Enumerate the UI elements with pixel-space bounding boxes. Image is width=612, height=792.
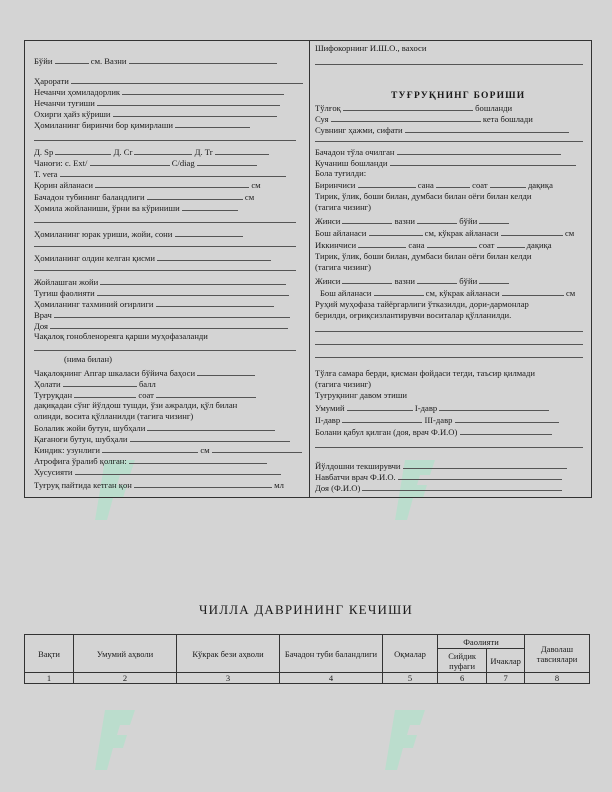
stage-1-field[interactable] — [439, 403, 549, 411]
waters-row — [315, 114, 533, 124]
stage-1-label: I-давр — [414, 403, 438, 413]
score-unit: балл — [138, 379, 156, 389]
last-menses-field[interactable] — [113, 109, 277, 117]
first-minute-field[interactable] — [490, 180, 526, 188]
labor-course-heading: ТУҒРУҚНИНГ БОРИШИ — [391, 91, 526, 101]
underline-hint: (тагига чизинг) — [315, 262, 372, 272]
second-sex-field[interactable] — [342, 276, 392, 284]
location-row — [34, 277, 286, 287]
t-vera-field[interactable] — [60, 169, 286, 177]
height-weight-row — [34, 56, 277, 66]
contractions-label: Тўлғоқ — [315, 103, 341, 113]
pelvis-ext-row — [34, 158, 257, 168]
second-presentation-text: Тирик, ўлик, боши билан, думбаси билан оёғи билан келди — [315, 251, 532, 261]
total-field[interactable] — [347, 403, 413, 411]
midwife-row — [34, 321, 288, 331]
weight-label: см. Вазни — [90, 56, 127, 66]
placenta-time-row — [34, 390, 256, 400]
blank-line[interactable] — [34, 222, 296, 223]
pregnancy-number-row — [34, 87, 284, 97]
hour-label: соат — [472, 180, 488, 190]
apgar-field[interactable] — [197, 368, 255, 376]
last-menses-label: Охирги ҳайз кўриши — [34, 109, 111, 119]
col-number: 6 — [438, 673, 487, 684]
placenta-integrity-field[interactable] — [147, 423, 275, 431]
after-birth-label: Туғруқдан — [34, 390, 73, 400]
cm-unit: см — [564, 228, 575, 238]
first-movement-field[interactable] — [175, 120, 250, 128]
apgar-label: Чақалоқнинг Апгар шкаласи бўйича баҳоси — [34, 368, 196, 378]
full-dilation-label: Бачадон тўла очилган — [315, 147, 395, 157]
sex-label: Жинси — [315, 276, 341, 286]
membranes-field[interactable] — [130, 434, 290, 442]
temperature-row — [34, 76, 303, 86]
chest-circumference-label: см, кўкрак айланаси — [425, 288, 500, 298]
duty-doctor-field[interactable] — [398, 472, 562, 480]
chest-circumference-label: см, кўкрак айланаси — [424, 228, 499, 238]
characteristic-field[interactable] — [75, 467, 281, 475]
blank-line[interactable] — [34, 350, 296, 351]
gonoblenorrhea-row — [34, 332, 208, 341]
membranes-row — [34, 434, 290, 444]
column-divider — [309, 40, 310, 498]
gonoblenorrhea-label: Чақалоқ гонобленореяга қарши муҳофазаланди — [34, 331, 208, 341]
col-general-header: Умумий аҳволи — [74, 635, 177, 673]
second-length-field[interactable] — [479, 276, 509, 284]
sex-label: Жинси — [315, 216, 341, 226]
postpartum-table — [24, 634, 590, 684]
abdominal-circumference-field[interactable] — [95, 180, 249, 188]
postpartum-title: ЧИЛЛА ДАВРИНИНГ КЕЧИШИ — [199, 602, 413, 617]
blank-line[interactable] — [315, 64, 583, 65]
c-ext-label: Чаноғи: с. Ext/ — [34, 158, 88, 168]
midwife-label: Доя — [34, 321, 48, 331]
estimated-weight-row — [34, 299, 274, 309]
waters-label: Суя — [315, 114, 329, 124]
col-number: 3 — [177, 673, 280, 684]
t-vera-label: Т. vera — [34, 169, 58, 179]
col-number: 4 — [280, 673, 383, 684]
characteristic-row — [34, 467, 281, 477]
child-born-label: Бола туғилди: — [315, 168, 367, 178]
waters-field[interactable] — [331, 114, 481, 122]
abdominal-circumference-row — [34, 180, 261, 190]
first-sex-row — [315, 216, 509, 226]
first-sex-field[interactable] — [342, 216, 392, 224]
cord-extra-field[interactable] — [212, 445, 302, 453]
date-label: сана — [417, 180, 434, 190]
temperature-label: Ҳарорати — [34, 76, 69, 86]
c-diag-label: C/diag — [171, 158, 195, 168]
second-head-field[interactable] — [374, 288, 424, 296]
analgesia-text: берилди, оғриқсизлантирувчи воситалар қўлланилди. — [315, 310, 512, 320]
blank-line[interactable] — [315, 331, 583, 332]
first-date-field[interactable] — [358, 180, 416, 188]
col-number: 2 — [74, 673, 177, 684]
location-field[interactable] — [100, 277, 286, 285]
total-label: Умумий — [315, 403, 345, 413]
duty-doctor-row — [315, 472, 562, 482]
second-head-row — [320, 288, 575, 298]
presenting-part-row — [34, 253, 271, 263]
cm-unit: см — [565, 288, 576, 298]
fundal-height-label: Бачадон тубининг баландлиги — [34, 192, 145, 202]
stage-3-field[interactable] — [455, 415, 559, 423]
received-by-field[interactable] — [460, 427, 552, 435]
stage-3-label: III-давр — [424, 415, 453, 425]
blank-line[interactable] — [34, 140, 296, 141]
placenta-delivery-text: дақиқадан сўнг йўлдош тушди, ўзи ажралди, қўл билан — [34, 400, 238, 410]
watermark-logo-icon — [95, 700, 155, 780]
stage-2-field[interactable] — [342, 415, 422, 423]
fetal-heartbeat-label: Ҳомиланинг юрак уриши, жойи, сони — [34, 229, 173, 239]
doctor-field[interactable] — [54, 310, 290, 318]
fetal-position-label: Ҳомила жойланиши, ўрни ва кўриниши — [34, 203, 180, 213]
placenta-examiner-row — [315, 461, 567, 471]
membranes-label: Қағаноғи бутун, шубҳали — [34, 434, 128, 444]
blood-loss-row — [34, 480, 284, 490]
pregnancy-number-label: Нечанчи ҳомиладорлик — [34, 87, 121, 97]
col-treatment-header: Даволаш тавсиялари — [525, 635, 590, 673]
presenting-part-label: Ҳомиланинг олдин келган қисми — [34, 253, 155, 263]
col-time-header: Вақти — [25, 635, 74, 673]
pelvis-d-row — [34, 147, 269, 157]
cord-length-label: Киндик: узунлиги — [34, 445, 101, 455]
temperature-field[interactable] — [71, 76, 303, 84]
cord-length-field[interactable] — [102, 445, 198, 453]
blank-line[interactable] — [34, 270, 296, 271]
condition-label: Ҳолати — [34, 379, 61, 389]
col-bowels-header: Ичаклар — [487, 649, 525, 673]
doctor-name-label: Шифокорнинг И.Ш.О., вахоси — [315, 43, 427, 53]
minutes-field[interactable] — [156, 390, 256, 398]
head-circumference-label: Бош айланаси — [315, 228, 367, 238]
table-row — [25, 673, 590, 684]
started-label: бошланди — [475, 103, 513, 113]
midwife-name-field[interactable] — [362, 483, 562, 491]
pushing-label: Кучаниш бошланди — [315, 158, 388, 168]
labor-duration-label: Туғруқнинг давом этиши — [315, 390, 407, 400]
stage-2-3-row — [315, 415, 559, 425]
first-head-row — [315, 228, 574, 238]
d-tr-label: Д. Tr — [194, 147, 213, 157]
cm-unit: см — [251, 180, 261, 190]
cord-entanglement-label: Атрофига ўралиб қолган: — [34, 456, 127, 466]
d-cr-field[interactable] — [134, 147, 192, 155]
height-label: Бўйи — [34, 56, 53, 66]
cm-unit: см — [200, 445, 210, 455]
condition-field[interactable] — [63, 379, 137, 387]
abdominal-circumference-label: Қорин айланаси — [34, 180, 94, 190]
ml-unit: мл — [274, 480, 284, 490]
midwife-name-label: Доя (Ф.И.О) — [315, 483, 361, 493]
d-cr-label: Д. Cr — [113, 147, 133, 157]
first-child-label: Биринчиси — [315, 180, 356, 190]
first-presentation-text: Тирик, ўлик, боши билан, думбаси билан оёғи билан келди — [315, 191, 532, 201]
midwife-field[interactable] — [50, 321, 288, 329]
underline-hint: (тагига чизинг) — [315, 202, 372, 212]
labor-activity-label: Туғиш фаолияти — [34, 288, 95, 298]
cord-entanglement-field[interactable] — [129, 456, 267, 464]
second-sex-row — [315, 276, 509, 286]
placenta-examiner-field[interactable] — [403, 461, 567, 469]
total-duration-row — [315, 403, 549, 413]
psycho-prophylaxis-text: Руҳий муҳофаза тайёргарлиги ўтказилди, дори-дармонлар — [315, 299, 529, 309]
duty-doctor-label: Навбатчи врач Ф.И.О. — [315, 472, 396, 482]
col-number: 7 — [487, 673, 525, 684]
c-ext-field[interactable] — [90, 158, 170, 166]
hours-label: соат — [138, 390, 154, 400]
doctor-row — [34, 310, 290, 320]
received-by-label: Болани қабул қилган (доя, врач Ф.И.О) — [315, 427, 458, 437]
second-chest-field[interactable] — [502, 288, 564, 296]
second-date-field[interactable] — [358, 240, 406, 248]
blank-line[interactable] — [315, 141, 583, 142]
first-weight-field[interactable] — [417, 216, 457, 224]
blank-line[interactable] — [315, 344, 583, 345]
col-lochia-header: Оқмалар — [383, 635, 438, 673]
second-child-label: Иккинчиси — [315, 240, 357, 250]
midwife-name-row — [315, 483, 562, 493]
d-sp-field[interactable] — [55, 147, 111, 155]
received-by-row — [315, 427, 552, 437]
hour-label: соат — [478, 240, 495, 250]
placenta-method-text: олинди, восита қўлланилди (тагига чизинг) — [34, 411, 194, 421]
col-number: 5 — [383, 673, 438, 684]
last-menses-row — [34, 109, 277, 119]
col-bladder-header: Сийдик пуфаги — [438, 649, 487, 673]
first-movement-label: Ҳомиланинг биринчи бор қимирлаши — [34, 120, 173, 130]
d-tr-field[interactable] — [215, 147, 269, 155]
waters-volume-row — [315, 125, 569, 135]
col-breast-header: Кўкрак бези аҳволи — [177, 635, 280, 673]
hours-field[interactable] — [74, 390, 136, 398]
fetal-position-field[interactable] — [182, 203, 238, 211]
height-field[interactable] — [55, 56, 89, 64]
placenta-integrity-row — [34, 423, 275, 433]
second-hour-field[interactable] — [427, 240, 477, 248]
second-minute-field[interactable] — [497, 240, 525, 248]
waters-volume-label: Сувнинг ҳажми, сифати — [315, 125, 403, 135]
birth-number-row — [34, 98, 280, 108]
birth-number-field[interactable] — [97, 98, 280, 106]
length-label: бўйи — [459, 276, 478, 286]
contraction-effect-text: Тўлға самара берди, қисман фойдаси тегди, таъсир қилмади — [315, 368, 535, 378]
blood-loss-field[interactable] — [134, 480, 272, 488]
labor-activity-row — [34, 288, 289, 298]
col-fundus-header: Бачадон туби баландлиги — [280, 635, 383, 673]
second-weight-field[interactable] — [417, 276, 457, 284]
weight-label: вазни — [394, 216, 415, 226]
first-movement-row — [34, 120, 250, 130]
waters-volume-field[interactable] — [405, 125, 569, 133]
labor-activity-field[interactable] — [97, 288, 289, 296]
second-child-row — [315, 240, 552, 250]
with-what-hint: (нима билан) — [64, 354, 112, 364]
first-hour-field[interactable] — [436, 180, 470, 188]
cord-entanglement-row — [34, 456, 267, 466]
location-label: Жойлашган жойи — [34, 277, 99, 287]
estimated-weight-field[interactable] — [156, 299, 274, 307]
began-leaving-label: кета бошлади — [482, 114, 533, 124]
condition-row — [34, 379, 156, 389]
col-number: 8 — [525, 673, 590, 684]
first-length-field[interactable] — [479, 216, 509, 224]
cord-length-row — [34, 445, 302, 455]
doctor-label: Врач — [34, 310, 52, 320]
presenting-part-field[interactable] — [157, 253, 271, 261]
col-function-header: Фаолияти — [438, 635, 525, 649]
contractions-row — [315, 103, 512, 113]
fetal-heartbeat-row — [34, 229, 243, 239]
pregnancy-number-field[interactable] — [122, 87, 284, 95]
t-vera-row — [34, 169, 286, 179]
length-label: бўйи — [459, 216, 478, 226]
cm-unit: см — [244, 192, 255, 202]
minute-label: дақиқа — [526, 240, 552, 250]
full-dilation-field[interactable] — [397, 147, 561, 155]
fundal-height-row — [34, 192, 254, 202]
birth-number-label: Нечанчи туғиши — [34, 98, 95, 108]
underline-hint: (тагига чизинг) — [315, 379, 372, 389]
blank-line[interactable] — [315, 357, 583, 358]
pushing-row — [315, 158, 576, 168]
apgar-row — [34, 368, 255, 378]
watermark-logo-icon — [385, 700, 445, 780]
head-circumference-label: Бош айланаси — [320, 288, 372, 298]
first-child-row — [315, 180, 553, 190]
estimated-weight-label: Ҳомиланинг тахминий оғирлиги — [34, 299, 154, 309]
first-chest-field[interactable] — [501, 228, 563, 236]
fetal-position-row — [34, 203, 238, 213]
minute-label: дақиқа — [527, 180, 553, 190]
blank-line[interactable] — [34, 246, 296, 247]
placenta-integrity-label: Болалик жойи бутун, шубҳали — [34, 423, 146, 433]
placenta-examiner-label: Йўлдошни текширувчи — [315, 461, 401, 471]
first-head-field[interactable] — [369, 228, 423, 236]
c-diag-field[interactable] — [197, 158, 257, 166]
d-sp-label: Д. Sp — [34, 147, 54, 157]
full-dilation-row — [315, 147, 561, 157]
blood-loss-label: Туғруқ пайтида кетган қон — [34, 480, 132, 490]
weight-label: вазни — [394, 276, 415, 286]
fetal-heartbeat-field[interactable] — [175, 229, 243, 237]
pushing-field[interactable] — [390, 158, 576, 166]
blank-line[interactable] — [315, 447, 583, 448]
col-number: 1 — [25, 673, 74, 684]
stage-2-label: II-давр — [315, 415, 341, 425]
characteristic-label: Хусусияти — [34, 467, 73, 477]
fundal-height-field[interactable] — [147, 192, 243, 200]
date-label: сана — [408, 240, 425, 250]
contractions-field[interactable] — [343, 103, 473, 111]
weight-field[interactable] — [129, 56, 277, 64]
